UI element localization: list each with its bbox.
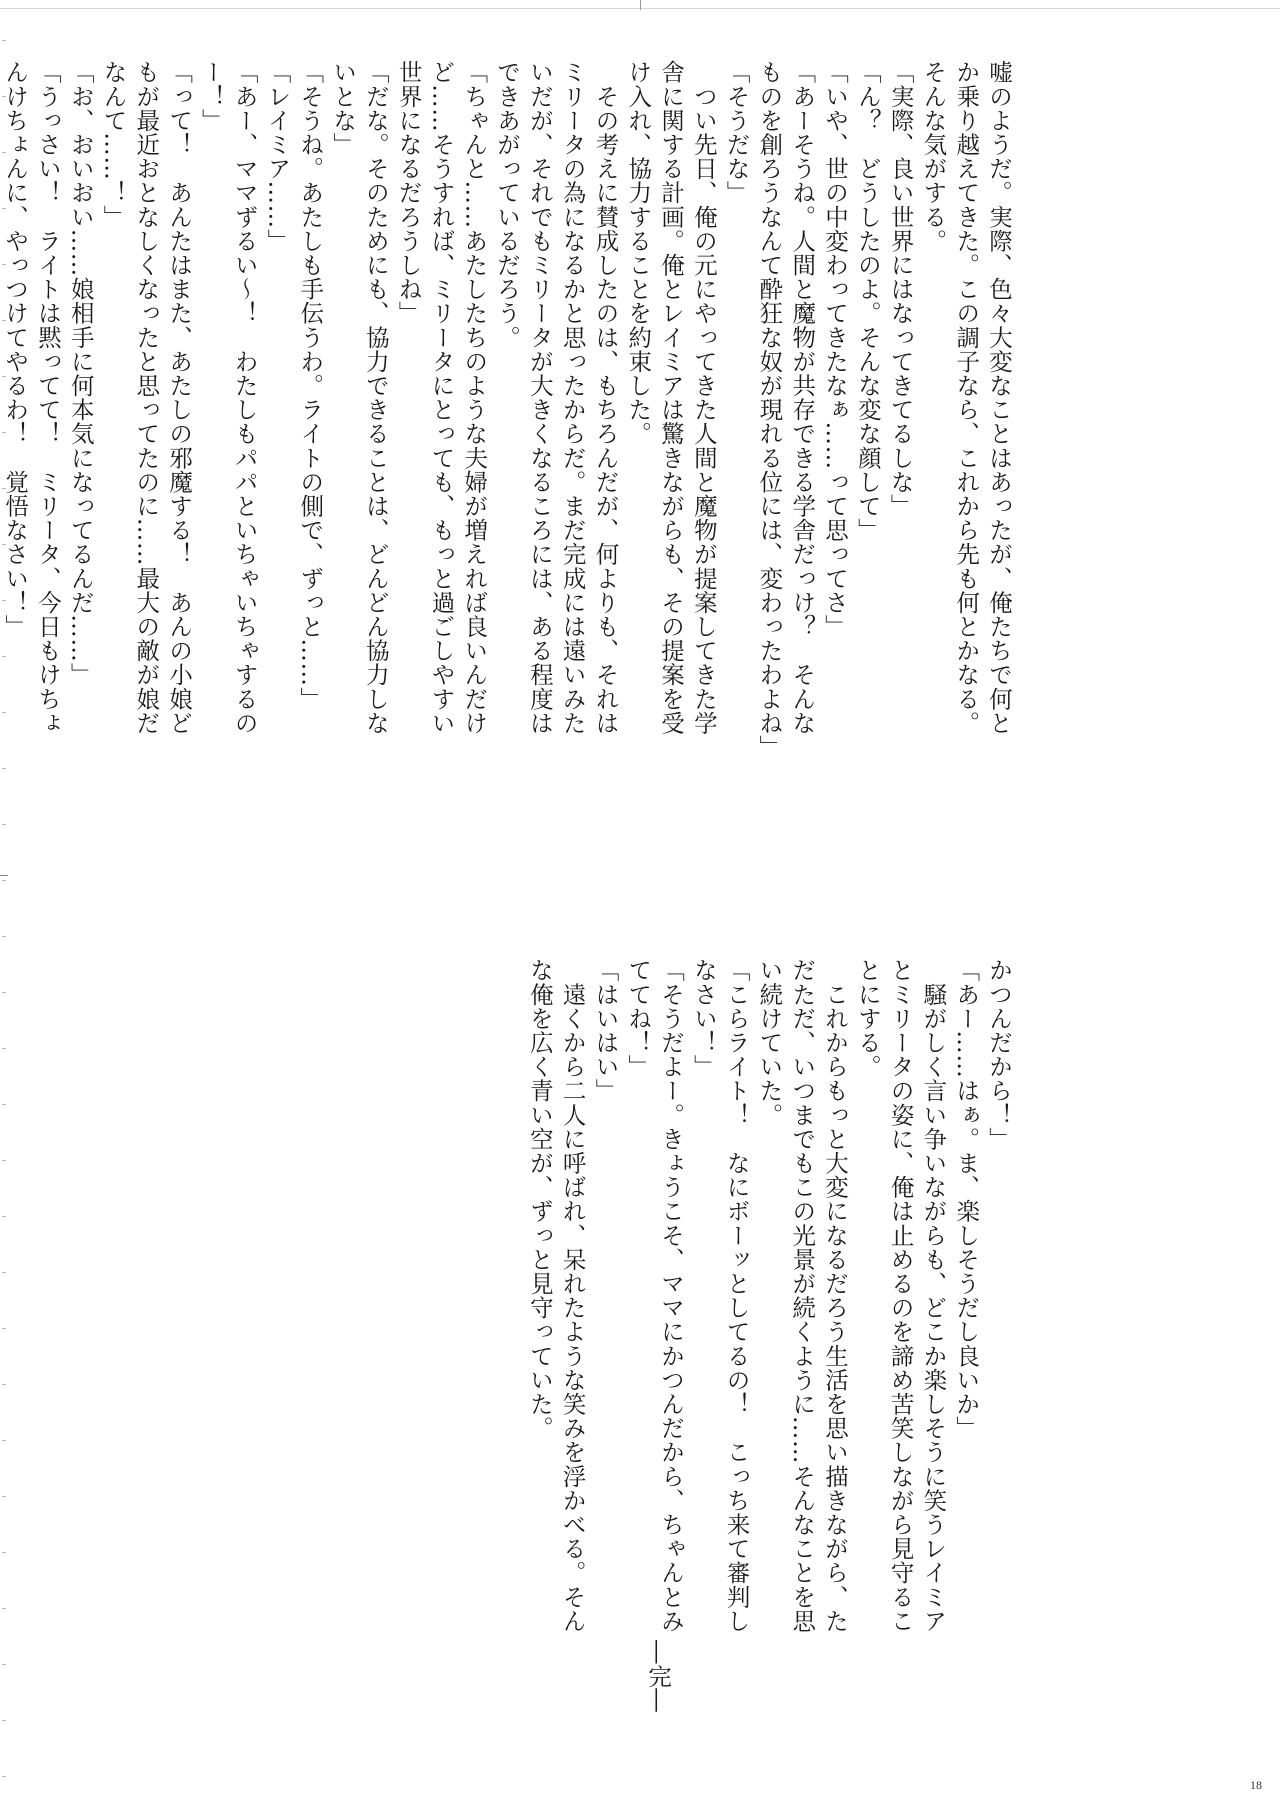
text-line: 「あーそうね。人間と魔物が共存できる学舎だっけ？ そんな <box>788 60 817 735</box>
text-line: とミリータの姿に、俺は止めるのを諦め苦笑しながら見守るこ <box>886 958 915 1633</box>
text-line: いだが、それでもミリータが大きくなるころには、ある程度は <box>525 60 554 735</box>
text-line: 「レイミア……」 <box>263 60 292 253</box>
text-line: かつんだから！」 <box>985 958 1013 1151</box>
margin-tick <box>2 1608 6 1609</box>
text-line: け入れ、協力することを約束した。 <box>624 60 653 446</box>
text-line: 「いや、世の中変わってきたなぁ……って思ってさ」 <box>821 60 850 639</box>
margin-tick <box>2 1048 6 1049</box>
text-line: これからもっと大変になるだろう生活を思い描きながら、た <box>821 958 850 1633</box>
margin-tick <box>2 1328 6 1329</box>
text-line: そんな気がする。 <box>919 60 948 253</box>
text-line: 「ちゃんと……あたしたちのような夫婦が増えれば良いんだけ <box>460 60 489 735</box>
page-number: 18 <box>1250 1778 1262 1792</box>
text-line: なんて……！」 <box>99 60 128 229</box>
center-tick-mark <box>640 0 641 10</box>
margin-tick <box>2 992 6 993</box>
text-line: その考えに賛成したのは、もちろんだが、何よりも、それは <box>591 60 620 735</box>
text-line: つい先日、俺の元にやってきた人間と魔物が提案してきた学 <box>689 60 718 735</box>
text-line: 騒がしく言い争いながらも、どこか楽しそうに笑うレイミア <box>919 958 948 1633</box>
text-line: 「うっさい！ ライトは黙ってて！ ミリータ、今日もけちょ <box>33 60 62 735</box>
text-line: 舎に関する計画。俺とレイミアは驚きながらも、その提案を受 <box>657 60 686 735</box>
margin-tick <box>2 1384 6 1385</box>
margin-tick <box>2 1776 6 1777</box>
margin-tick <box>2 1272 6 1273</box>
text-line: 「って！ あんたはまた、あたしの邪魔する！ あんの小娘ど <box>165 60 194 735</box>
text-line: か乗り越えてきた。この調子なら、これから先も何とかなる。 <box>952 60 981 735</box>
margin-tick <box>2 1104 6 1105</box>
text-line: 「はいはい」 <box>591 958 620 1103</box>
text-line: 「ん？ どうしたのよ。そんな変な顔して」 <box>853 60 882 542</box>
text-line: ど……そうすれば、ミリータにとっても、もっと過ごしやすい <box>427 60 456 735</box>
text-line: ミリータの為になるかと思ったからだ。まだ完成には遠いみた <box>558 60 587 735</box>
margin-tick <box>2 1160 6 1161</box>
upper-text-block <box>0 60 1015 880</box>
text-line: いとな」 <box>329 60 358 157</box>
text-line: 嘘のようだ。実際、色々大変なことはあったが、俺たちで何と <box>985 60 1013 735</box>
text-line: 「実際、良い世界にはなってきてるしな」 <box>886 60 915 518</box>
margin-tick <box>2 936 6 937</box>
text-line: 「お、おいおい……娘相手に何本気になってるんだ……」 <box>66 60 95 687</box>
margin-tick <box>2 1552 6 1553</box>
text-line: できあがっているだろう。 <box>493 60 522 350</box>
margin-tick <box>2 1664 6 1665</box>
text-line: 「こらライト！ なにボーッとしてるの！ こっち来て審判し <box>722 958 751 1633</box>
text-line: 「そうね。あたしも手伝うわ。ライトの側で、ずっと……」 <box>296 60 325 711</box>
text-line: ててね！」 <box>624 958 653 1079</box>
text-line: 「そうだな」 <box>722 60 751 205</box>
text-line: なさい！」 <box>689 958 718 1079</box>
text-line: 「だな。そのためにも、協力できることは、どんどん協力しな <box>361 60 390 735</box>
text-line: 遠くから二人に呼ばれ、呆れたような笑みを浮かべる。そん <box>558 958 587 1633</box>
text-line: 「そうだよー。きょうこそ、ママにかつんだから、ちゃんとみ <box>657 958 686 1633</box>
margin-tick <box>2 1216 6 1217</box>
text-line: 「あー……はぁ。ま、楽しそうだし良いか」 <box>952 958 981 1440</box>
text-line: な俺を広く青い空が、ずっと見守っていた。 <box>525 958 554 1440</box>
text-line: ものを創ろうなんて酔狂な奴が現れる位には、変わったわよね」 <box>755 60 784 759</box>
text-line: とにする。 <box>853 958 882 1079</box>
margin-tick <box>2 40 6 41</box>
text-line: 「あー、ママずるい～！ わたしもパパといちゃいちゃするの <box>230 60 259 735</box>
text-line: い続けていた。 <box>755 958 784 1127</box>
text-line: 世界になるだろうしね」 <box>394 60 423 326</box>
text-line: もが最近おとなしくなったと思ってたのに……最大の敵が娘だ <box>132 60 161 735</box>
lower-text-block <box>523 958 1015 1658</box>
ending-mark: ―完― <box>644 1640 672 1713</box>
margin-tick <box>2 880 6 881</box>
margin-tick <box>2 1440 6 1441</box>
text-line: んけちょんに、やっつけてやるわ！ 覚悟なさい！」 <box>1 60 30 639</box>
text-line: だただ、いつまでもこの光景が続くように……そんなことを思 <box>788 958 817 1633</box>
margin-tick <box>2 1496 6 1497</box>
margin-tick <box>2 1720 6 1721</box>
text-line: ー！」 <box>197 60 226 133</box>
